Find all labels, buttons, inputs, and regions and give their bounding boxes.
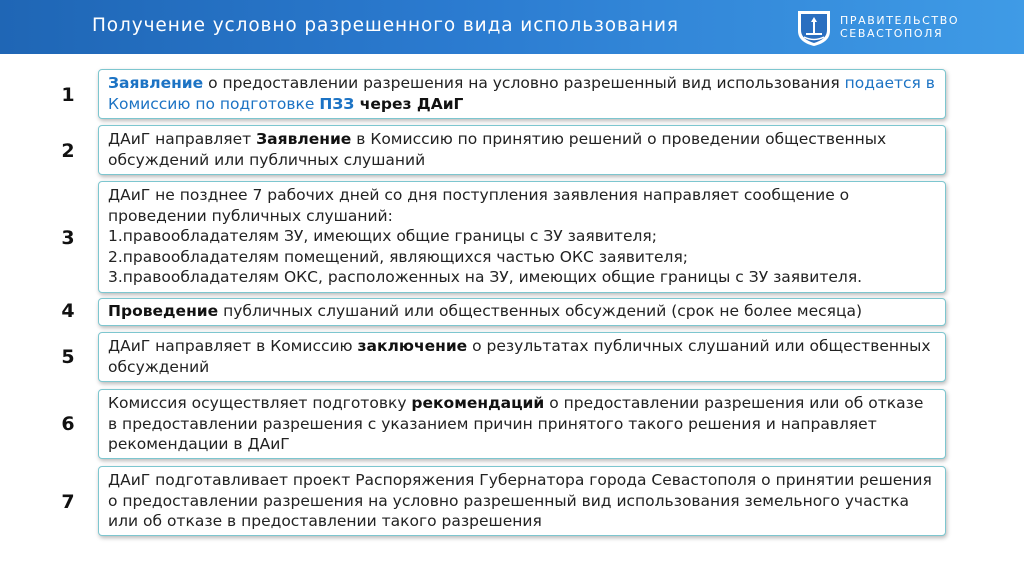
step3-item-1: 1.правообладателям ЗУ, имеющих общие границы с ЗУ заявителя; bbox=[108, 227, 657, 245]
sevastopol-coat-of-arms-icon bbox=[796, 9, 832, 47]
step3-item-2: 2.правообладателям помещений, являющихся частью ОКС заявителя; bbox=[108, 247, 688, 266]
step-box-6 bbox=[98, 389, 946, 459]
step2-text-a: ДАиГ направляет bbox=[108, 130, 257, 148]
step-number-7: 7 bbox=[61, 491, 75, 513]
logo-line-1: ПРАВИТЕЛЬСТВО bbox=[840, 14, 960, 27]
step6-keyword: рекомендаций bbox=[411, 394, 545, 412]
step-number-4: 4 bbox=[61, 300, 75, 322]
step2-text-b: в Комиссию по принятию решений о проведении общественных обсуждений или публичных слушаний bbox=[108, 130, 887, 169]
step-box-1 bbox=[98, 69, 946, 119]
step1-pzz: ПЗЗ bbox=[319, 94, 355, 113]
step6-text-a: Комиссия осуществляет подготовку bbox=[108, 394, 412, 412]
logo-line-2: СЕВАСТОПОЛЯ bbox=[840, 27, 944, 40]
header-bar bbox=[0, 0, 1024, 54]
step-box-7 bbox=[98, 466, 946, 536]
step-box-3 bbox=[98, 181, 946, 293]
step1-text-b: подается в Комиссию по подготовке bbox=[108, 74, 935, 113]
step5-text-b: о результатах публичных слушаний или общественных обсуждений bbox=[108, 337, 931, 376]
step-box-5 bbox=[98, 332, 946, 382]
slide-title: Получение условно разрешенного вида использования bbox=[92, 15, 679, 36]
step6-text-b: о предоставлении разрешения или об отказе в предоставлении разрешения с указанием причин принятого такого решения и направляет рекомендации в ДАиГ bbox=[108, 394, 924, 453]
step-number-1: 1 bbox=[61, 84, 75, 106]
step5-keyword: заключение bbox=[357, 337, 468, 355]
step2-keyword: Заявление bbox=[256, 130, 352, 148]
step1-keyword: Заявление bbox=[108, 74, 204, 92]
step-number-6: 6 bbox=[61, 413, 75, 435]
step5-text-a: ДАиГ направляет в Комиссию bbox=[108, 337, 358, 355]
step1-text-a: о предоставлении разрешения на условно разрешенный вид использования bbox=[203, 74, 845, 92]
step-number-3: 3 bbox=[61, 227, 75, 249]
step4-text: публичных слушаний или общественных обсуждений (срок не более месяца) bbox=[218, 302, 863, 320]
step-box-2 bbox=[98, 125, 946, 175]
step7-text: ДАиГ подготавливает проект Распоряжения Губернатора города Севастополя о принятии решения о предоставлении разрешения на условно разрешенный вид использования земельного участка или об отказе в предоставлении такого разрешения bbox=[108, 471, 932, 530]
step3-intro: ДАиГ не позднее 7 рабочих дней со дня поступления заявления направляет сообщение о проведении публичных слушаний: bbox=[108, 186, 850, 225]
step-box-4 bbox=[98, 298, 946, 326]
step3-item-3: 3.правообладателям ОКС, расположенных на ЗУ, имеющих общие границы с ЗУ заявителя. bbox=[108, 268, 863, 286]
step4-keyword: Проведение bbox=[108, 302, 219, 320]
step-number-2: 2 bbox=[61, 140, 75, 162]
step1-daig: через ДАиГ bbox=[354, 94, 464, 113]
step-number-5: 5 bbox=[61, 346, 75, 368]
government-logo-text bbox=[840, 14, 959, 40]
